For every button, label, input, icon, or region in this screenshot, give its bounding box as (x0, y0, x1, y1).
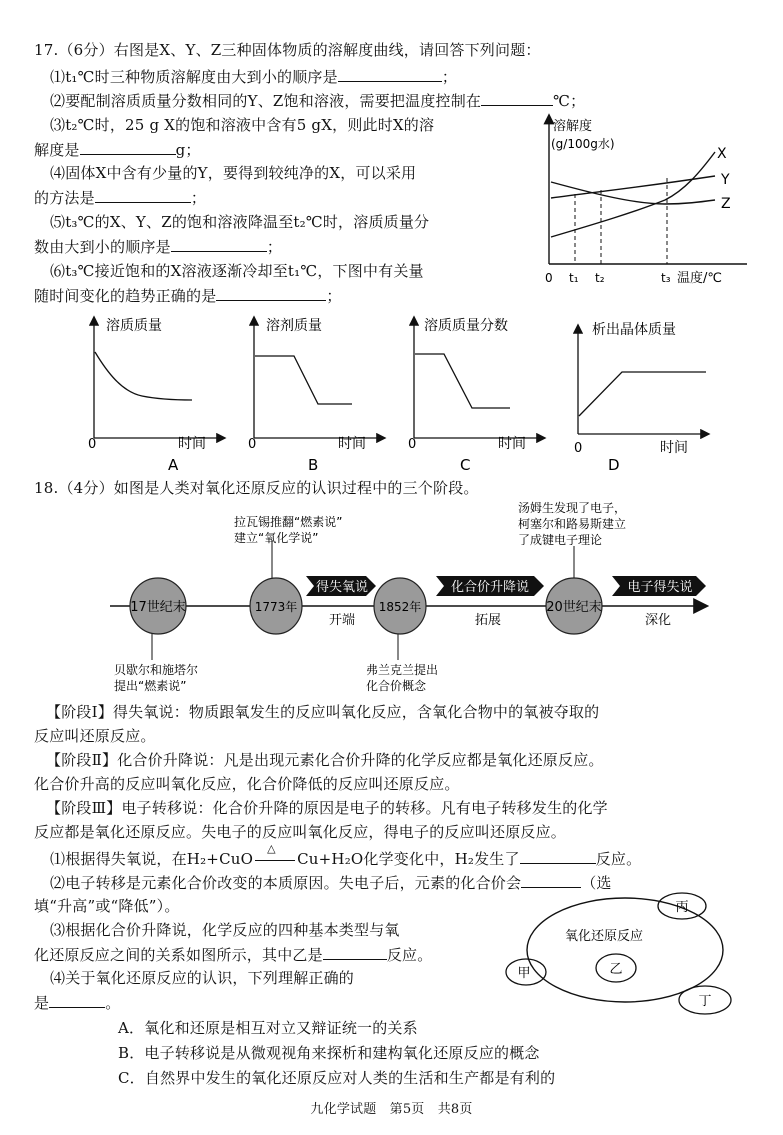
curve-y (551, 176, 715, 198)
curve-x-label: X (717, 146, 727, 162)
q17-stem: 17.（6分）右图是X、Y、Z三种固体物质的溶解度曲线，请回答下列问题： (34, 41, 541, 59)
option-c-origin: 0 (408, 437, 417, 452)
answer-blank[interactable] (171, 236, 267, 252)
under3-label: 深化 (644, 613, 672, 628)
arrow2-label: 化合价升降说 (450, 580, 530, 595)
q17-sub2-text: ⑵要配制溶质质量分数相同的Y、Z饱和溶液，需要把温度控制在 (50, 92, 482, 110)
option-d-ylabel: 析出晶体质量 (592, 322, 676, 338)
jia-label: 甲 (517, 966, 531, 981)
q18-sub4b-text: 是 (34, 994, 50, 1012)
q17-sub5b-text: 数由大到小的顺序是 (34, 238, 171, 256)
answer-blank[interactable] (216, 285, 326, 301)
stage3-para-a: 【阶段Ⅲ】电子转移说：化合价升降的原因是电子的转移。凡有电子转移发生的化学 (46, 799, 608, 817)
q17-sub3b-text: 解度是 (34, 141, 80, 159)
option-a-ylabel: 溶质质量 (106, 318, 162, 334)
curve-z (551, 182, 715, 204)
q18-sub3b-text: 化还原反应之间的关系如图所示，其中乙是 (34, 946, 323, 964)
q17-sub3b-end: g； (175, 141, 201, 159)
redox-ellipse (527, 898, 723, 1002)
choice-c[interactable]: C．自然界中发生的氧化还原反应对人类的生活和生产都是有利的 (118, 1069, 556, 1087)
tick-t1: t₁ (569, 271, 579, 285)
answer-blank[interactable] (49, 992, 105, 1008)
option-d-origin: 0 (574, 441, 583, 456)
curve-z-label: Z (721, 196, 731, 212)
q18-sub3b (34, 944, 432, 965)
ding-label: 丁 (698, 994, 712, 1009)
heat-condition: △ (267, 842, 276, 855)
top2-line2: 建立“氧化学说” (234, 531, 319, 545)
stage1-para-a: 【阶段Ⅰ】得失氧说：物质跟氧发生的反应叫氧化反应，含氧化合物中的氧被夺取的 (46, 703, 600, 721)
q17-sub4b-text: 的方法是 (34, 189, 95, 207)
answer-blank[interactable] (80, 139, 176, 155)
node1-label: 17世纪末 (130, 600, 186, 615)
top4-line3: 了成键电子理论 (518, 533, 603, 547)
q18-sub1-pre: ⑴根据得失氧说，在H₂+CuO (50, 850, 254, 868)
top4-line2: 柯塞尔和路易斯建立 (518, 517, 627, 531)
bot3-line2: 化合价概念 (366, 679, 427, 693)
q17-sub1-end: ； (441, 68, 458, 86)
node4-label: 20世纪末 (546, 600, 602, 615)
venn-diagram (500, 882, 750, 1022)
solubility-graph (535, 112, 750, 292)
curve-y-label: Y (721, 172, 730, 188)
top4-line1: 汤姆生发现了电子， (518, 501, 627, 515)
node3-label: 1852年 (378, 600, 422, 614)
q17-sub5b (34, 236, 282, 257)
choice-b[interactable]: B．电子转移说是从微观视角来探析和建构氧化还原反应的概念 (118, 1044, 540, 1062)
option-a-origin: 0 (88, 437, 97, 452)
q18-sub2a-end: （选 (581, 874, 612, 892)
option-graph-a (82, 312, 232, 472)
graph-xlabel: 温度/℃ (677, 271, 722, 286)
option-c-curve (415, 354, 510, 408)
q18-sub1-end: 反应。 (595, 850, 642, 868)
tick-t2: t₂ (595, 271, 605, 285)
option-graph-c (402, 312, 552, 472)
answer-blank[interactable] (95, 187, 191, 203)
q18-sub1-mid: Cu+H₂O化学变化中，H₂发生了 (297, 850, 520, 868)
q18-sub1 (50, 842, 642, 869)
option-graph-d (566, 316, 716, 472)
stage2-para-b: 化合价升高的反应叫氧化反应，化合价降低的反应叫还原反应。 (34, 775, 460, 793)
q18-sub4a: ⑷关于氧化还原反应的认识，下列理解正确的 (50, 969, 355, 987)
q17-sub3b (34, 139, 201, 160)
option-b-ylabel: 溶剂质量 (266, 318, 322, 334)
arrow3-label: 电子得失说 (627, 580, 693, 595)
option-graph-b (242, 312, 392, 472)
q18-sub4b (34, 992, 120, 1013)
option-d-xlabel: 时间 (660, 440, 688, 456)
node2-label: 1773年 (254, 600, 298, 614)
answer-blank[interactable] (520, 848, 596, 864)
q18-sub2b: 填“升高”或“降低”）。 (34, 897, 180, 915)
q17-sub5a: ⑸t₃℃的X、Y、Z的饱和溶液降温至t₂℃时，溶质质量分 (50, 213, 430, 231)
q18-stem: 18.（4分）如图是人类对氧化还原反应的认识过程中的三个阶段。 (34, 479, 479, 497)
q17-sub3a: ⑶t₂℃时，25 g X的饱和溶液中含有5 gX，则此时X的溶 (50, 116, 435, 134)
option-b-origin: 0 (248, 437, 257, 452)
bot1-line2: 提出“燃素说” (114, 679, 187, 693)
tick-t3: t₃ (661, 271, 671, 285)
option-a-curve (95, 352, 192, 400)
q17-sub4b (34, 187, 206, 208)
bot3-line1: 弗兰克兰提出 (366, 663, 439, 677)
option-c-letter: C (460, 456, 471, 472)
yi-label: 乙 (609, 962, 623, 977)
q17-sub1 (50, 66, 457, 87)
graph-origin: 0 (545, 271, 553, 285)
option-d-letter: D (608, 456, 620, 472)
q17-sub4b-end: ； (190, 189, 207, 207)
q18-sub3b-end: 反应。 (386, 946, 433, 964)
q17-sub2-end: ℃； (553, 92, 586, 110)
reaction-arrow (253, 842, 297, 864)
redox-label: 氧化还原反应 (564, 929, 644, 944)
q17-sub1-text: ⑴t₁℃时三种物质溶解度由大到小的顺序是 (50, 68, 338, 86)
option-c-xlabel: 时间 (498, 436, 526, 452)
option-b-letter: B (308, 456, 319, 472)
q17-sub4a: ⑷固体X中含有少量的Y，要得到较纯净的X，可以采用 (50, 164, 417, 182)
q18-sub2a-text: ⑵电子转移是元素化合价改变的本质原因。失电子后，元素的化合价会 (50, 874, 522, 892)
option-a-xlabel: 时间 (178, 436, 206, 452)
page-footer: 九化学试题 第5页 共8页 (310, 1102, 473, 1117)
choice-a[interactable]: A．氧化和还原是相互对立又辩证统一的关系 (118, 1019, 418, 1037)
q17-sub6b (34, 285, 342, 306)
graph-yunit: (g/100g水) (551, 137, 615, 151)
stage2-para-a: 【阶段Ⅱ】化合价升降说：凡是出现元素化合价升降的化学反应都是氧化还原反应。 (46, 751, 604, 769)
option-a-letter: A (168, 456, 179, 472)
q18-sub4b-end: 。 (105, 994, 121, 1012)
stage3-para-b: 反应都是氧化还原反应。失电子的反应叫氧化反应，得电子的反应叫还原反应。 (34, 823, 567, 841)
top2-line1: 拉瓦锡推翻“燃素说” (234, 515, 343, 529)
arrow1-label: 得失氧说 (315, 580, 369, 595)
option-d-curve (579, 372, 706, 416)
q17-sub6b-text: 随时间变化的趋势正确的是 (34, 287, 217, 305)
answer-blank[interactable] (338, 66, 442, 82)
answer-blank[interactable] (481, 90, 553, 106)
answer-blank[interactable] (323, 944, 387, 960)
bot1-line1: 贝歇尔和施塔尔 (114, 663, 199, 677)
option-c-ylabel: 溶质质量分数 (424, 318, 508, 334)
q17-sub5b-end: ； (266, 238, 283, 256)
option-b-xlabel: 时间 (338, 436, 366, 452)
option-b-curve (255, 356, 352, 404)
under2-label: 拓展 (474, 613, 502, 628)
under1-label: 开端 (328, 613, 356, 628)
timeline-diagram (100, 500, 720, 700)
q18-sub3a: ⑶根据化合价升降说，化学反应的四种基本类型与氧 (50, 921, 400, 939)
stage1-para-b: 反应叫还原反应。 (34, 727, 156, 745)
q17-sub6b-end: ； (326, 287, 342, 305)
graph-ylabel: 溶解度 (553, 119, 593, 134)
q17-sub6a: ⑹t₃℃接近饱和的X溶液逐渐冷却至t₁℃，下图中有关量 (50, 262, 424, 280)
bing-label: 丙 (675, 900, 689, 915)
q17-sub2 (50, 90, 585, 111)
